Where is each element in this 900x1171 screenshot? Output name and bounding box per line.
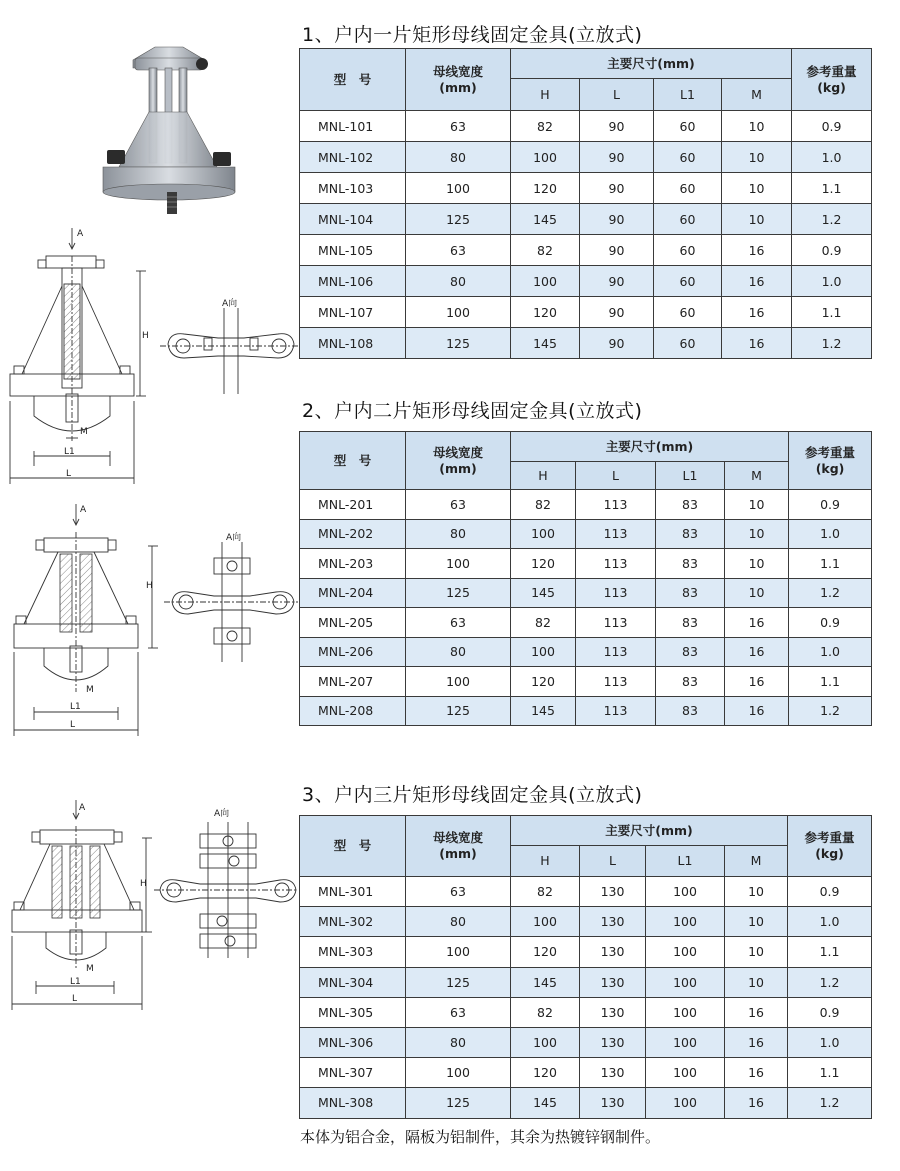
model-cell: MNL-302 xyxy=(300,907,406,937)
model-cell: MNL-101 xyxy=(300,111,406,142)
dim-l-cell: 90 xyxy=(580,266,654,297)
dim-l-cell: 90 xyxy=(580,204,654,235)
dim-h-cell: 120 xyxy=(511,937,580,967)
view-direction-label: A向 xyxy=(214,809,230,819)
dim-l-cell: 130 xyxy=(580,937,646,967)
dim-m-cell: 16 xyxy=(725,696,789,726)
dim-l1-cell: 100 xyxy=(646,907,725,937)
model-cell: MNL-303 xyxy=(300,937,406,967)
dim-m-cell: 16 xyxy=(722,297,792,328)
busbar-width-cell: 80 xyxy=(406,1027,511,1057)
dim-l1-cell: 83 xyxy=(656,490,725,520)
table-row xyxy=(300,549,872,579)
dim-l-cell: 90 xyxy=(580,173,654,204)
dim-m-cell: 10 xyxy=(725,519,789,549)
dim-m-cell: 10 xyxy=(722,111,792,142)
busbar-width-cell: 100 xyxy=(406,297,511,328)
model-cell: MNL-201 xyxy=(300,490,406,520)
dim-m-cell: 10 xyxy=(725,490,789,520)
busbar-width-cell: 100 xyxy=(406,549,511,579)
table-row xyxy=(300,907,872,937)
table-row xyxy=(300,1058,872,1088)
dim-l-cell: 113 xyxy=(576,637,656,667)
model-cell: MNL-102 xyxy=(300,142,406,173)
model-cell: MNL-108 xyxy=(300,328,406,359)
dim-l-cell: 113 xyxy=(576,549,656,579)
dim-l-cell: 113 xyxy=(576,608,656,638)
drawing-type-1 xyxy=(0,226,298,488)
dim-l1-cell: 60 xyxy=(654,328,722,359)
table-row xyxy=(300,967,872,997)
dim-l1-cell: 100 xyxy=(646,967,725,997)
dim-l1-cell: 100 xyxy=(646,1088,725,1118)
section-1-title: 1、户内一片矩形母线固定金具(立放式) xyxy=(302,24,643,46)
dim-l-cell: 90 xyxy=(580,142,654,173)
table-row xyxy=(300,1027,872,1057)
dim-m-cell: 16 xyxy=(725,667,789,697)
weight-cell: 1.0 xyxy=(788,1027,872,1057)
dim-m-label: M xyxy=(80,427,88,437)
dim-m-header: M xyxy=(725,846,788,877)
model-header: 型 号 xyxy=(300,432,406,490)
dim-m-header: M xyxy=(722,79,792,111)
dim-l-label: L xyxy=(66,469,72,479)
model-header: 型 号 xyxy=(300,816,406,877)
table-row xyxy=(300,877,872,907)
dim-h-cell: 82 xyxy=(511,490,576,520)
weight-cell: 1.2 xyxy=(789,578,872,608)
dim-h-cell: 120 xyxy=(511,549,576,579)
reference-weight-header: 参考重量 (kg) xyxy=(792,49,872,111)
material-footnote: 本体为铝合金，隔板为铝制件，其余为热镀锌钢制件。 xyxy=(300,1128,661,1146)
busbar-width-cell: 80 xyxy=(406,637,511,667)
dim-h-cell: 145 xyxy=(511,696,576,726)
dim-h-cell: 120 xyxy=(511,297,580,328)
dim-m-label: M xyxy=(86,964,94,974)
drawing-type-2 xyxy=(0,502,298,738)
dim-h-cell: 82 xyxy=(511,997,580,1027)
dim-l1-cell: 83 xyxy=(656,696,725,726)
dim-l1-cell: 100 xyxy=(646,1027,725,1057)
dim-h-cell: 82 xyxy=(511,877,580,907)
dim-h-cell: 120 xyxy=(511,173,580,204)
busbar-width-header: 母线宽度 (mm) xyxy=(406,49,511,111)
model-cell: MNL-204 xyxy=(300,578,406,608)
dim-h-cell: 120 xyxy=(511,667,576,697)
dim-h-cell: 145 xyxy=(511,1088,580,1118)
dim-m-cell: 16 xyxy=(725,637,789,667)
dim-l-cell: 90 xyxy=(580,111,654,142)
weight-cell: 1.0 xyxy=(792,142,872,173)
busbar-width-cell: 63 xyxy=(406,608,511,638)
main-dimensions-header: 主要尺寸(mm) xyxy=(511,49,792,79)
dim-m-cell: 16 xyxy=(722,235,792,266)
dim-m-cell: 16 xyxy=(725,997,788,1027)
dim-l-cell: 130 xyxy=(580,1027,646,1057)
dim-m-cell: 16 xyxy=(722,266,792,297)
busbar-width-cell: 100 xyxy=(406,667,511,697)
model-header: 型 号 xyxy=(300,49,406,111)
model-cell: MNL-206 xyxy=(300,637,406,667)
busbar-width-cell: 63 xyxy=(406,997,511,1027)
dim-l-header: L xyxy=(580,79,654,111)
table-row xyxy=(300,937,872,967)
model-cell: MNL-202 xyxy=(300,519,406,549)
view-direction-label: A向 xyxy=(226,533,242,543)
product-photo xyxy=(95,42,245,222)
dim-h-cell: 82 xyxy=(511,608,576,638)
drawing-type-3 xyxy=(0,798,298,1012)
model-cell: MNL-105 xyxy=(300,235,406,266)
dim-h-cell: 100 xyxy=(511,907,580,937)
weight-cell: 0.9 xyxy=(792,111,872,142)
dim-m-cell: 16 xyxy=(722,328,792,359)
model-cell: MNL-208 xyxy=(300,696,406,726)
dim-l1-cell: 60 xyxy=(654,111,722,142)
dim-h-cell: 100 xyxy=(511,1027,580,1057)
busbar-width-cell: 125 xyxy=(406,696,511,726)
dim-h-cell: 100 xyxy=(511,519,576,549)
dim-l1-header: L1 xyxy=(654,79,722,111)
busbar-width-cell: 125 xyxy=(406,328,511,359)
reference-weight-header: 参考重量 (kg) xyxy=(789,432,872,490)
dim-l-label: L xyxy=(70,720,76,730)
dim-l1-cell: 60 xyxy=(654,266,722,297)
section-2-title: 2、户内二片矩形母线固定金具(立放式) xyxy=(302,400,643,422)
dim-h-cell: 120 xyxy=(511,1058,580,1088)
weight-cell: 1.1 xyxy=(788,1058,872,1088)
dim-h-label: H xyxy=(140,879,147,889)
reference-weight-header: 参考重量 (kg) xyxy=(788,816,872,877)
busbar-width-cell: 63 xyxy=(406,235,511,266)
dim-l-label: L xyxy=(72,994,78,1004)
table-row xyxy=(300,997,872,1027)
table-row xyxy=(300,578,872,608)
weight-cell: 1.0 xyxy=(788,907,872,937)
view-direction-label: A向 xyxy=(222,299,238,309)
dim-h-label: H xyxy=(142,331,149,341)
busbar-width-cell: 125 xyxy=(406,578,511,608)
model-cell: MNL-305 xyxy=(300,997,406,1027)
table-row xyxy=(300,490,872,520)
dim-l-cell: 113 xyxy=(576,578,656,608)
busbar-width-cell: 125 xyxy=(406,204,511,235)
spec-table-2 xyxy=(299,431,872,726)
model-cell: MNL-203 xyxy=(300,549,406,579)
table-row xyxy=(300,519,872,549)
dim-h-cell: 82 xyxy=(511,235,580,266)
dim-h-label: H xyxy=(146,581,153,591)
dim-l1-cell: 100 xyxy=(646,1058,725,1088)
dim-m-cell: 10 xyxy=(725,877,788,907)
dim-h-cell: 145 xyxy=(511,204,580,235)
dim-m-cell: 10 xyxy=(725,578,789,608)
table-row xyxy=(300,667,872,697)
dim-l1-cell: 83 xyxy=(656,667,725,697)
dim-l1-label: L1 xyxy=(64,447,75,457)
busbar-width-cell: 80 xyxy=(406,142,511,173)
table-row xyxy=(300,328,872,359)
dim-l-cell: 130 xyxy=(580,907,646,937)
dim-l1-header: L1 xyxy=(646,846,725,877)
dim-l-cell: 113 xyxy=(576,667,656,697)
busbar-width-cell: 100 xyxy=(406,937,511,967)
table-row xyxy=(300,1088,872,1118)
dim-l-cell: 130 xyxy=(580,967,646,997)
dim-m-cell: 16 xyxy=(725,1088,788,1118)
dim-l1-cell: 60 xyxy=(654,142,722,173)
dim-m-cell: 10 xyxy=(722,204,792,235)
dim-m-label: M xyxy=(86,685,94,695)
busbar-width-header: 母线宽度 (mm) xyxy=(406,816,511,877)
main-dimensions-header: 主要尺寸(mm) xyxy=(511,432,789,462)
weight-cell: 1.1 xyxy=(789,667,872,697)
dim-h-header: H xyxy=(511,846,580,877)
weight-cell: 1.0 xyxy=(789,637,872,667)
view-arrow-label: A xyxy=(79,803,86,813)
model-cell: MNL-106 xyxy=(300,266,406,297)
dim-l-header: L xyxy=(576,462,656,490)
dim-l-cell: 113 xyxy=(576,519,656,549)
dim-l1-cell: 100 xyxy=(646,937,725,967)
dim-h-cell: 145 xyxy=(511,328,580,359)
table-row xyxy=(300,266,872,297)
busbar-width-cell: 125 xyxy=(406,967,511,997)
weight-cell: 0.9 xyxy=(789,490,872,520)
model-cell: MNL-301 xyxy=(300,877,406,907)
busbar-width-cell: 63 xyxy=(406,490,511,520)
table-row xyxy=(300,608,872,638)
dim-l1-cell: 60 xyxy=(654,173,722,204)
model-cell: MNL-103 xyxy=(300,173,406,204)
busbar-width-cell: 80 xyxy=(406,519,511,549)
dim-m-cell: 10 xyxy=(725,907,788,937)
busbar-width-cell: 100 xyxy=(406,1058,511,1088)
weight-cell: 1.0 xyxy=(792,266,872,297)
dim-h-cell: 145 xyxy=(511,967,580,997)
dim-l1-header: L1 xyxy=(656,462,725,490)
view-arrow-label: A xyxy=(77,229,84,239)
dim-m-cell: 10 xyxy=(722,142,792,173)
weight-cell: 0.9 xyxy=(788,997,872,1027)
model-cell: MNL-107 xyxy=(300,297,406,328)
busbar-width-cell: 80 xyxy=(406,907,511,937)
dim-l-cell: 130 xyxy=(580,1058,646,1088)
dim-l1-cell: 60 xyxy=(654,297,722,328)
dim-l-cell: 90 xyxy=(580,235,654,266)
busbar-width-cell: 80 xyxy=(406,266,511,297)
view-arrow-label: A xyxy=(80,505,87,515)
weight-cell: 0.9 xyxy=(788,877,872,907)
dim-h-cell: 145 xyxy=(511,578,576,608)
busbar-width-cell: 125 xyxy=(406,1088,511,1118)
dim-l-cell: 130 xyxy=(580,1088,646,1118)
dim-l1-cell: 83 xyxy=(656,637,725,667)
dim-l1-cell: 83 xyxy=(656,578,725,608)
dim-l-cell: 130 xyxy=(580,877,646,907)
weight-cell: 1.2 xyxy=(788,1088,872,1118)
table-row xyxy=(300,173,872,204)
model-cell: MNL-306 xyxy=(300,1027,406,1057)
table-row xyxy=(300,696,872,726)
dim-l1-cell: 83 xyxy=(656,519,725,549)
model-cell: MNL-104 xyxy=(300,204,406,235)
dim-l-cell: 90 xyxy=(580,297,654,328)
table-row xyxy=(300,204,872,235)
busbar-width-cell: 63 xyxy=(406,111,511,142)
dim-m-cell: 16 xyxy=(725,1058,788,1088)
dim-l1-cell: 100 xyxy=(646,997,725,1027)
dim-h-cell: 100 xyxy=(511,142,580,173)
dim-l1-label: L1 xyxy=(70,702,81,712)
model-cell: MNL-205 xyxy=(300,608,406,638)
busbar-width-cell: 63 xyxy=(406,877,511,907)
weight-cell: 1.2 xyxy=(792,204,872,235)
dim-m-cell: 16 xyxy=(725,608,789,638)
weight-cell: 0.9 xyxy=(792,235,872,266)
dim-l1-cell: 83 xyxy=(656,549,725,579)
weight-cell: 0.9 xyxy=(789,608,872,638)
weight-cell: 1.1 xyxy=(788,937,872,967)
dim-m-cell: 10 xyxy=(725,549,789,579)
table-row xyxy=(300,111,872,142)
dim-h-header: H xyxy=(511,462,576,490)
spec-table-1 xyxy=(299,48,872,359)
dim-l1-label: L1 xyxy=(70,977,81,987)
weight-cell: 1.2 xyxy=(789,696,872,726)
dim-m-cell: 10 xyxy=(725,937,788,967)
dim-l1-cell: 60 xyxy=(654,204,722,235)
dim-l-cell: 113 xyxy=(576,490,656,520)
dim-h-cell: 100 xyxy=(511,266,580,297)
dim-m-cell: 10 xyxy=(722,173,792,204)
dim-l-header: L xyxy=(580,846,646,877)
dim-m-cell: 10 xyxy=(725,967,788,997)
section-3-title: 3、户内三片矩形母线固定金具(立放式) xyxy=(302,784,643,806)
dim-m-header: M xyxy=(725,462,789,490)
busbar-width-cell: 100 xyxy=(406,173,511,204)
dim-l1-cell: 60 xyxy=(654,235,722,266)
dim-h-header: H xyxy=(511,79,580,111)
dim-m-cell: 16 xyxy=(725,1027,788,1057)
model-cell: MNL-304 xyxy=(300,967,406,997)
dim-l1-cell: 100 xyxy=(646,877,725,907)
weight-cell: 1.1 xyxy=(792,173,872,204)
weight-cell: 1.2 xyxy=(788,967,872,997)
main-dimensions-header: 主要尺寸(mm) xyxy=(511,816,788,846)
model-cell: MNL-207 xyxy=(300,667,406,697)
weight-cell: 1.2 xyxy=(792,328,872,359)
dim-l-cell: 113 xyxy=(576,696,656,726)
dim-h-cell: 82 xyxy=(511,111,580,142)
spec-table-3 xyxy=(299,815,872,1119)
busbar-width-header: 母线宽度 (mm) xyxy=(406,432,511,490)
weight-cell: 1.1 xyxy=(792,297,872,328)
weight-cell: 1.0 xyxy=(789,519,872,549)
dim-l-cell: 130 xyxy=(580,997,646,1027)
dim-l-cell: 90 xyxy=(580,328,654,359)
dim-h-cell: 100 xyxy=(511,637,576,667)
model-cell: MNL-308 xyxy=(300,1088,406,1118)
model-cell: MNL-307 xyxy=(300,1058,406,1088)
table-row xyxy=(300,235,872,266)
dim-l1-cell: 83 xyxy=(656,608,725,638)
table-row xyxy=(300,637,872,667)
table-row xyxy=(300,297,872,328)
table-row xyxy=(300,142,872,173)
weight-cell: 1.1 xyxy=(789,549,872,579)
